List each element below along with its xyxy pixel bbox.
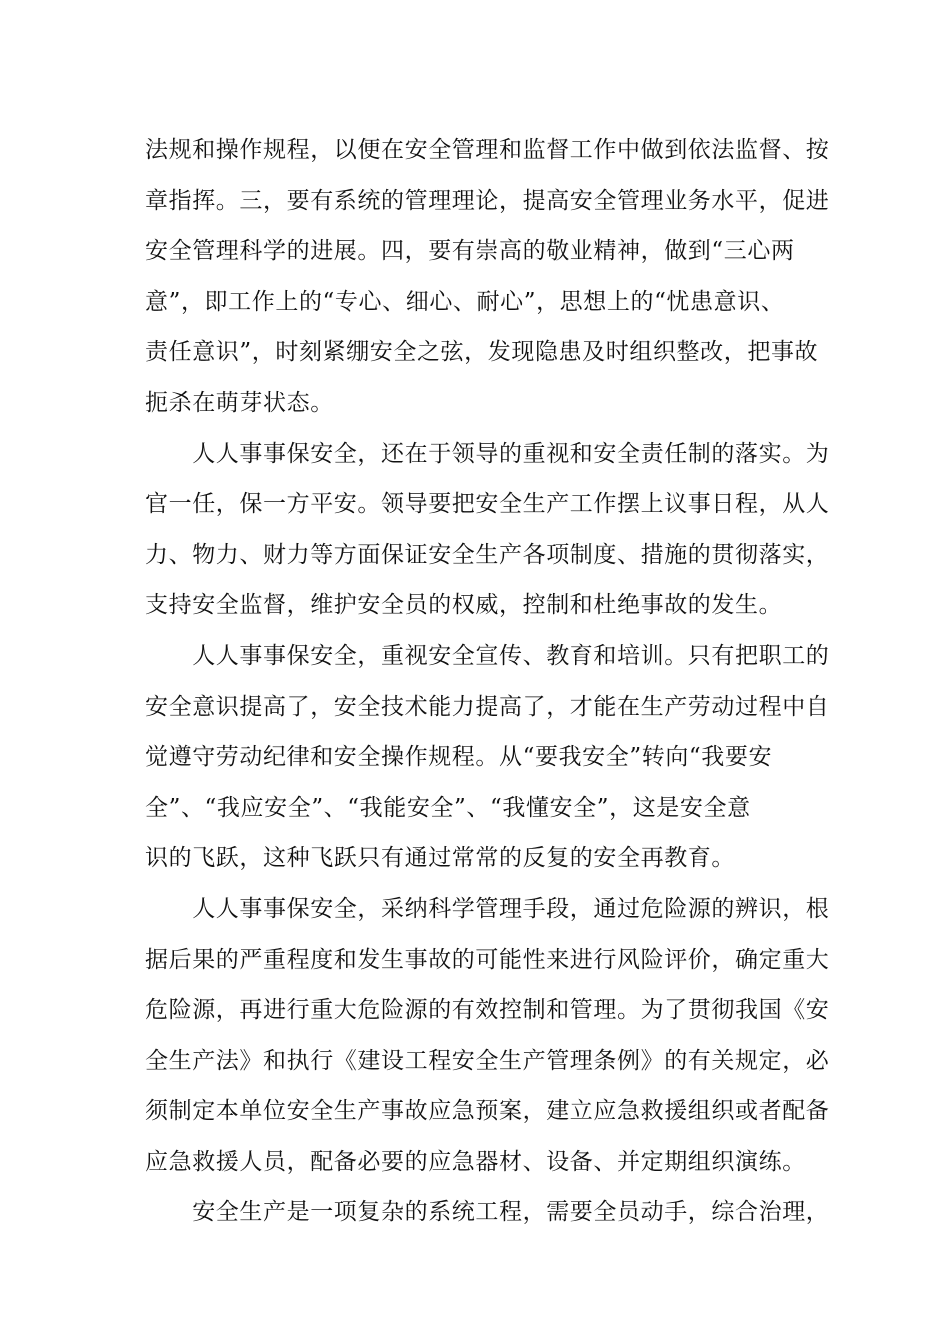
text-line: 法规和操作规程，以便在安全管理和监督工作中做到依法监督、按 (145, 137, 830, 163)
text-line: 扼杀在萌芽状态。 (145, 389, 334, 416)
text-line: 意”，即工作上的“专心、细心、耐心”，思想上的“忧患意识、 (145, 288, 785, 315)
body-text (145, 125, 830, 1238)
text-line: 应急救援人员，配备必要的应急器材、设备、并定期组织演练。 (145, 1148, 806, 1175)
text-line: 官一任，保一方平安。领导要把安全生产工作摆上议事日程，从人 (145, 491, 830, 518)
text-line: 须制定本单位安全生产事故应急预案，建立应急救援组织或者配备 (145, 1098, 830, 1125)
text-line: 人人事事保安全，重视安全宣传、教育和培训。只有把职工的 (145, 642, 830, 669)
text-line: 责任意识”，时刻紧绷安全之弦，发现隐患及时组织整改，把事故 (145, 339, 819, 366)
text-line: 支持安全监督，维护安全员的权威，控制和杜绝事故的发生。 (145, 592, 783, 619)
text-line: 安全管理科学的进展。四，要有崇高的敬业精神，做到“三心两 (145, 238, 795, 265)
text-line: 觉遵守劳动纪律和安全操作规程。从“要我安全”转向“我要安 (145, 744, 773, 771)
text-line: 安全意识提高了，安全技术能力提高了，才能在生产劳动过程中自 (145, 693, 830, 720)
text-line: 据后果的严重程度和发生事故的可能性来进行风险评价，确定重大 (145, 946, 830, 973)
text-line: 识的飞跃，这种飞跃只有通过常常的反复的安全再教育。 (145, 845, 735, 872)
text-line: 章指挥。三，要有系统的管理理论，提高安全管理业务水平，促进 (145, 187, 830, 214)
text-line: 力、物力、财力等方面保证安全生产各项制度、措施的贯彻落实， (145, 541, 830, 568)
text-line: 全”、“我应安全”、“我能安全”、“我懂安全”，这是安全意 (145, 794, 751, 821)
text-line: 人人事事保安全，还在于领导的重视和安全责任制的落实。为 (145, 440, 830, 467)
text-line: 全生产法》和执行《建设工程安全生产管理条例》的有关规定，必 (145, 1047, 830, 1074)
text-line: 危险源，再进行重大危险源的有效控制和管理。为了贯彻我国《安 (145, 997, 830, 1024)
text-line: 人人事事保安全，采纳科学管理手段，通过危险源的辨识，根 (145, 895, 830, 922)
text-line: 安全生产是一项复杂的系统工程，需要全员动手，综合治理， (145, 1199, 830, 1226)
